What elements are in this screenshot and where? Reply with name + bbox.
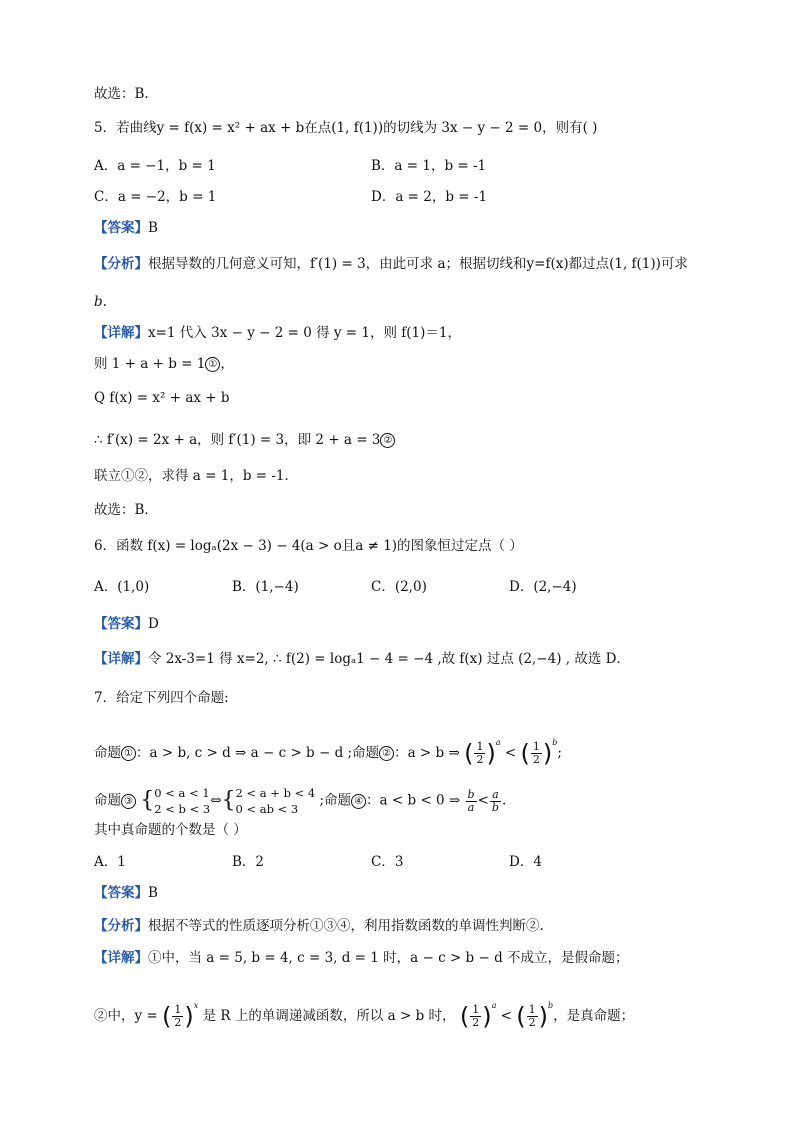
fraction-half: $\frac{1}{2}$ — [528, 1003, 536, 1029]
q5-detail-4 — [94, 430, 395, 450]
punctuation: ， — [220, 356, 234, 372]
q5-detail-1 — [94, 323, 461, 343]
answer-tag: 【答案】 — [94, 616, 148, 632]
exponent: b — [552, 738, 558, 747]
q5-select: 故选：B． — [94, 502, 158, 518]
detail-text: ，是真命题； — [553, 1008, 635, 1024]
circled-number-2: ② — [379, 746, 394, 761]
circled-number-2: ② — [380, 433, 395, 448]
q5-answer — [94, 218, 158, 238]
fraction-half: $\frac{1}{2}$ — [472, 1003, 480, 1029]
detail-text: x=1 代入 3x − y − 2 = 0 得 y = 1，则 f(1)＝1， — [148, 325, 461, 341]
punctuation: ; — [557, 745, 562, 761]
iff-symbol: ⇔ — [210, 792, 222, 809]
proposition-label: ;命题 — [319, 792, 352, 809]
q6-option-d: D．(2,−4) — [509, 579, 577, 595]
inequality-system-1: 0 < a < 1 2 < b < 3 — [154, 786, 211, 816]
q7-analysis — [94, 916, 544, 936]
proposition-text: ：a < b < 0 ⇒ — [366, 792, 461, 809]
paren-close: ) — [538, 1002, 548, 1031]
analysis-tag: 【分析】 — [94, 918, 148, 934]
q6-option-a: A．(1,0) — [94, 579, 150, 595]
fraction-a-over-b: $\frac{a}{b}$ — [491, 787, 499, 814]
proposition-label: 命题 — [94, 792, 121, 809]
analysis-text: 根据不等式的性质逐项分析①③④，利用指数函数的单调性判断②. — [148, 918, 544, 934]
equation-text: 则 1 + a + b = 1 — [94, 356, 206, 372]
proposition-text: ：a > b ⇒ — [394, 745, 460, 761]
answer-value: B — [148, 220, 158, 236]
circled-number-4: ④ — [351, 794, 366, 809]
circled-number-1: ① — [121, 746, 136, 761]
equation-text: ∴ f′(x) = 2x + a，则 f′(1) = 3，即 2 + a = 3 — [94, 432, 381, 448]
q7-option-b: B．2 — [232, 854, 265, 870]
proposition-label: 命题 — [94, 745, 121, 761]
q5-detail-3: Q f(x) = x² + ax + b — [94, 390, 230, 406]
q6-detail — [94, 649, 630, 669]
q5-detail-5: 联立①②，求得 a = 1，b = -1． — [94, 468, 299, 484]
paren-close: ) — [542, 739, 553, 768]
exponent: a — [491, 1001, 497, 1010]
q5-analysis — [94, 254, 688, 274]
answer-value: B — [148, 885, 158, 901]
fraction-half: $\frac{1}{2}$ — [532, 740, 540, 766]
q7-question: 其中真命题的个数是（ ） — [94, 822, 247, 838]
paren-close: ) — [482, 1002, 492, 1031]
question-7-stem: 7．给定下列四个命题: — [94, 690, 229, 706]
q5-option-b: B．a = 1，b = -1 — [371, 158, 487, 174]
detail-text: ①中，当 a = 5, b = 4, c = 3, d = 1 时，a − c > b − d 不成立，是假命题； — [148, 950, 629, 966]
paren-close: ) — [184, 1002, 194, 1031]
q7-detail-1 — [94, 948, 629, 968]
answer-tag: 【答案】 — [94, 885, 148, 901]
q6-answer — [94, 614, 159, 634]
exponent: b — [548, 1001, 554, 1010]
less-than: < — [500, 1008, 512, 1024]
answer-value: D — [148, 616, 159, 632]
answer-tag: 【答案】 — [94, 220, 148, 236]
q7-option-c: C．3 — [371, 854, 404, 870]
q5-option-c: C．a = −2，b = 1 — [94, 189, 217, 205]
paren-close: ) — [486, 739, 496, 768]
proposition-text: ：a > b, c > d ⇒ a − c > b − d ;命题 — [136, 745, 380, 761]
paren-open: ( — [162, 1002, 172, 1031]
detail-text: 令 2x-3=1 得 x=2, ∴ f(2) = logₐ1 − 4 = −4 ,故 f(x) 过点 (2,−4) , 故选 D． — [148, 651, 630, 667]
question-5-stem: 5．若曲线y = f(x) = x² + ax + b在点(1, f(1))的切线为 3x − y − 2 = 0，则有( ) — [94, 120, 598, 136]
less-than: < — [504, 745, 517, 761]
paren-open: ( — [516, 1002, 526, 1031]
detail-tag: 【详解】 — [94, 651, 148, 667]
circled-number-3: ③ — [121, 794, 136, 809]
analysis-text: 根据导数的几何意义可知，f′(1) = 3，由此可求 a；根据切线和y=f(x)都过点(1, f(1))可求 — [148, 256, 688, 272]
paren-open: ( — [459, 1002, 470, 1031]
exponent: a — [495, 738, 501, 747]
q5-detail-2 — [94, 354, 234, 374]
text-line: 故选：B. — [94, 86, 149, 102]
fraction-b-over-a: $\frac{b}{a}$ — [467, 787, 475, 814]
q6-option-b: B．(1,−4) — [232, 579, 299, 595]
q7-answer — [94, 883, 158, 903]
q5-option-d: D．a = 2，b = -1 — [371, 189, 488, 205]
q5-analysis-cont: b. — [94, 294, 107, 310]
circled-number-1: ① — [205, 357, 220, 372]
q5-option-a: A．a = −1，b = 1 — [94, 158, 216, 174]
inequality-system-2: 2 < a + b < 4 0 < ab < 3 — [235, 786, 316, 816]
brace: { — [221, 788, 236, 813]
brace: { — [140, 788, 155, 813]
detail-tag: 【详解】 — [94, 325, 148, 341]
question-6-stem: 6．函数 f(x) = logₐ(2x − 3) − 4(a > o且a ≠ 1)的图象恒过定点（ ） — [94, 538, 523, 554]
detail-tag: 【详解】 — [94, 950, 148, 966]
q7-option-a: A．1 — [94, 854, 126, 870]
q7-propositions-1-2 — [94, 733, 562, 766]
fraction-half: $\frac{1}{2}$ — [476, 740, 484, 766]
exponent: x — [193, 1001, 199, 1010]
analysis-tag: 【分析】 — [94, 256, 148, 272]
detail-text: 是 R 上的单调递减函数，所以 a > b 时， — [202, 1008, 456, 1024]
punctuation: . — [501, 792, 507, 809]
less-than: < — [477, 792, 489, 809]
paren-open: ( — [464, 739, 474, 768]
q7-option-d: D．4 — [509, 854, 542, 870]
q7-detail-2 — [94, 996, 634, 1029]
q6-option-c: C．(2,0) — [371, 579, 427, 595]
q7-propositions-3-4 — [94, 785, 506, 817]
fraction-half: $\frac{1}{2}$ — [174, 1003, 182, 1029]
paren-open: ( — [520, 739, 530, 768]
detail-text: ②中，y = — [94, 1008, 158, 1024]
